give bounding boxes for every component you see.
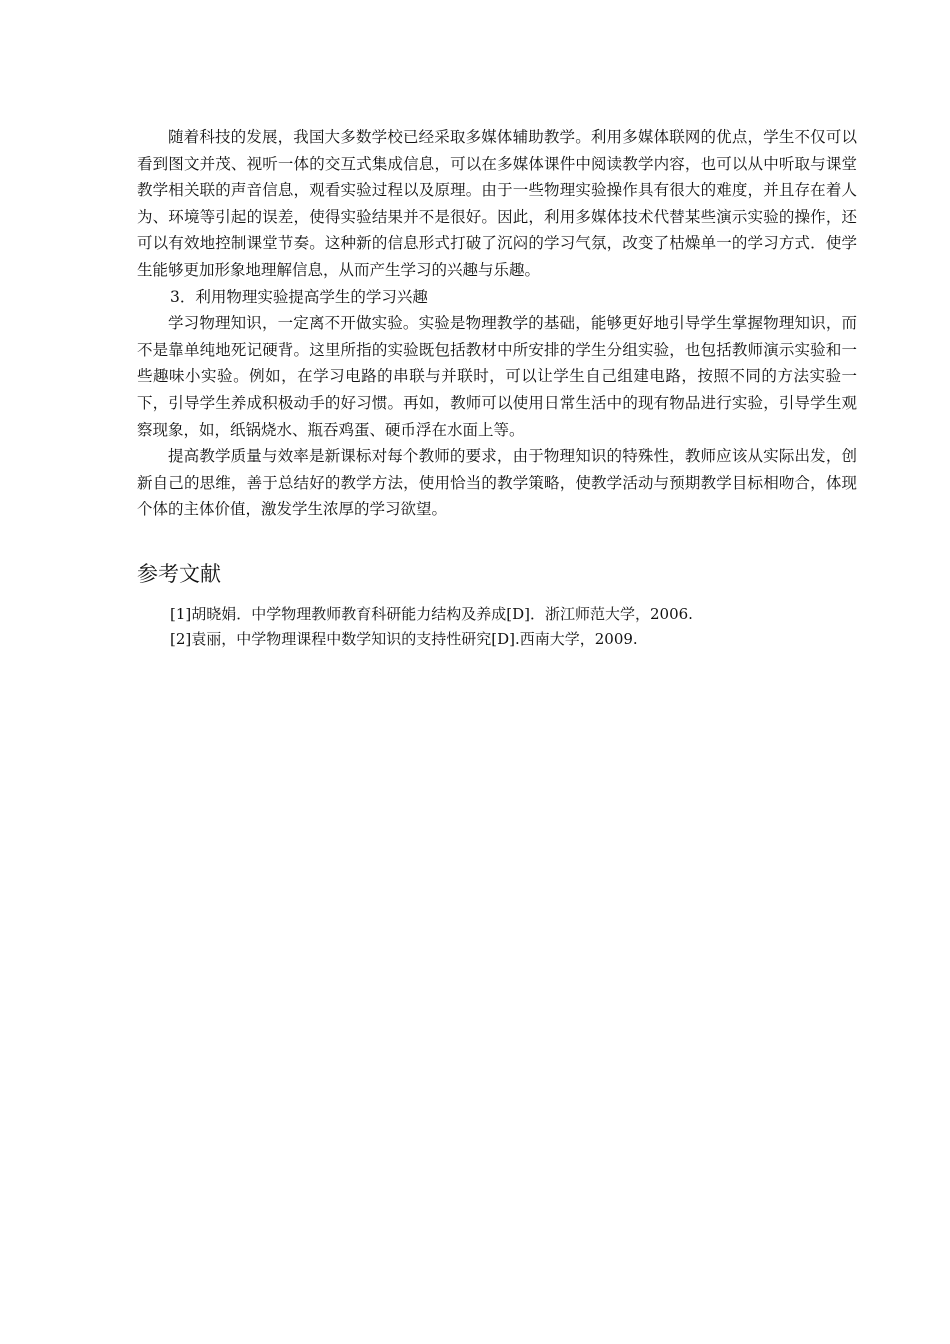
reference-item-1: [1]胡晓娟．中学物理教师教育科研能力结构及养成[D]．浙江师范大学，2006. [170, 605, 693, 623]
reference-item-2: [2]袁丽，中学物理课程中数学知识的支持性研究[D].西南大学，2009. [170, 630, 638, 648]
references-title: 参考文献 [137, 562, 221, 586]
section-heading-experiments: 3．利用物理实验提高学生的学习兴趣 [170, 287, 428, 306]
references-section [137, 558, 857, 652]
paragraph-conclusion: 提高教学质量与效率是新课标对每个教师的要求，由于物理知识的特殊性，教师应该从实际出发，创新自己的思维，善于总结好的教学方法，使用恰当的教学策略，使教学活动与预期教学目标相吻合，体现个体的主体价值，激发学生浓厚的学习欲望。 [137, 447, 857, 519]
paragraph-experiments: 学习物理知识，一定离不开做实验。实验是物理教学的基础，能够更好地引导学生掌握物理知识，而不是靠单纯地死记硬背。这里所指的实验既包括教材中所安排的学生分组实验，也包括教师演示实验和一些趣味小实验。例如，在学习电路的串联与并联时，可以让学生自己组建电路，按照不同的方法实验一下，引导学生养成积极动手的好习惯。再如，教师可以使用日常生活中的现有物品进行实验，引导学生观察现象，如，纸锅烧水、瓶吞鸡蛋、硬币浮在水面上等。 [137, 314, 857, 439]
paragraph-multimedia: 随着科技的发展，我国大多数学校已经采取多媒体辅助教学。利用多媒体联网的优点，学生不仅可以看到图文并茂、视听一体的交互式集成信息，可以在多媒体课件中阅读教学内容，也可以从中听取与课堂教学相关联的声音信息，观看实验过程以及原理。由于一些物理实验操作具有很大的难度，并且存在着人为、环境等引起的误差，使得实验结果并不是很好。因此，利用多媒体技术代替某些演示实验的操作，还可以有效地控制课堂节奏。这种新的信息形式打破了沉闷的学习气氛，改变了枯燥单一的学习方式．使学生能够更加形象地理解信息，从而产生学习的兴趣与乐趣。 [137, 128, 857, 279]
main-text [137, 124, 857, 523]
